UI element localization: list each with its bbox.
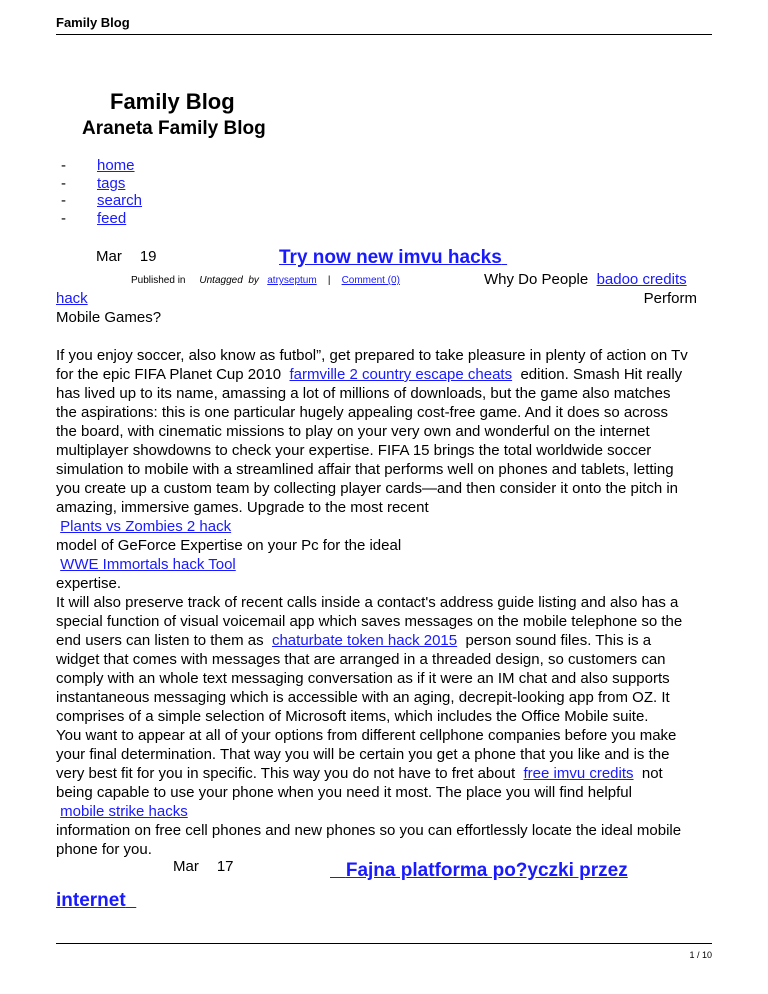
para-line: widget that comes with messages that are arranged in a threaded design, so customers can <box>56 651 666 668</box>
intro-text-perform: Perform <box>643 290 697 307</box>
para-line: being capable to use your phone when you need it most. The place you will find helpful <box>56 784 632 801</box>
meta-published-label: Published in <box>131 275 186 286</box>
para-line: amazing, immersive games. Upgrade to the most recent <box>56 499 429 516</box>
para-line: simulation to mobile with a streamlined affair that performs well on phones and tablets, letting <box>56 461 674 478</box>
post2-title-text: Fajna platforma po?yczki przez <box>345 860 628 881</box>
paragraph-2 <box>56 593 716 726</box>
running-header: Family Blog <box>56 15 130 30</box>
site-subtitle: Araneta Family Blog <box>82 118 266 139</box>
para-line: It will also preserve track of recent calls inside a contact's address guide listing and also has a <box>56 594 679 611</box>
link-farmville[interactable]: farmville 2 country escape cheats <box>289 366 513 383</box>
para-line: comprises of a simple selection of Microsoft items, which includes the Office Mobile suite. <box>56 708 649 725</box>
para-line: has lived up to its name, amassing a lot of millions of downloads, but the game also matches <box>56 385 671 402</box>
para-text: for the epic FIFA Planet Cup 2010 <box>56 366 282 383</box>
para-line: If you enjoy soccer, also know as futbol”, get prepared to take pleasure in plenty of action on Tv <box>56 347 688 364</box>
nav-item-home <box>61 157 142 175</box>
meta-author-link[interactable]: atryseptum <box>267 275 317 286</box>
para-line: information on free cell phones and new phones so you can effortlessly locate the ideal mobile <box>56 822 682 839</box>
para-line: expertise. <box>56 575 122 592</box>
intro-link-badoo-cont[interactable]: hack <box>56 290 88 307</box>
nav-bullet: - <box>61 192 66 210</box>
post2-date <box>173 858 234 875</box>
post-meta <box>131 275 400 286</box>
post-date-month: Mar <box>96 248 122 265</box>
footer-divider <box>56 943 712 944</box>
para-text: very best fit for you in specific. This way you do not have to fret about <box>56 765 516 782</box>
nav-bullet: - <box>61 157 66 174</box>
para-line: the aspirations: this is one particular hugely appealing cost-free game. And it does so across <box>56 404 669 421</box>
link-plants-vs-zombies[interactable]: Plants vs Zombies 2 hack <box>60 518 232 535</box>
para-line: the board, with cinematic missions to play on your very own and wonderful on the internet <box>56 423 650 440</box>
para-line <box>56 764 716 783</box>
para-line <box>56 555 716 574</box>
nav-link-home[interactable]: home <box>97 157 135 174</box>
para-text: edition. Smash Hit really <box>520 366 683 383</box>
link-free-imvu-credits[interactable]: free imvu credits <box>523 765 634 782</box>
nav-bullet: - <box>61 174 66 192</box>
para-text: not <box>641 765 663 782</box>
para-line <box>56 631 716 650</box>
paragraph-3 <box>56 726 716 859</box>
post2-title-link[interactable] <box>330 860 628 882</box>
post-title-link[interactable] <box>279 247 507 269</box>
post2-date-day: 17 <box>216 858 234 875</box>
para-line <box>56 517 716 536</box>
nav-item-tags <box>61 175 142 193</box>
nav-link-feed[interactable]: feed <box>97 209 127 227</box>
link-wwe-immortals[interactable]: WWE Immortals hack Tool <box>60 556 236 573</box>
para-line: phone for you. <box>56 841 152 858</box>
para-text: end users can listen to them as <box>56 632 264 649</box>
para-line: special function of visual voicemail app which saves messages on the mobile telephone so the <box>56 613 683 630</box>
nav-item-feed <box>61 210 142 228</box>
post-date-day: 19 <box>139 248 157 265</box>
para-line: multiplayer showdowns to check your expertise. FIFA 15 brings the total worldwide soccer <box>56 442 652 459</box>
header-divider <box>56 34 712 35</box>
para-line: instantaneous messaging which is accessible with an aging, decrepit-looking app from OZ. It <box>56 689 670 706</box>
para-line: you create up a custom team by collecting player cards—and then consider it onto the pitch in <box>56 480 679 497</box>
para-line <box>56 365 716 384</box>
post2-date-month: Mar <box>173 858 199 875</box>
para-line: You want to appear at all of your options from different cellphone companies before you make <box>56 727 677 744</box>
para-line: comply with an whole text messaging conversation as if it were an IM chat and also supports <box>56 670 670 687</box>
nav-item-search <box>61 192 142 210</box>
nav-link-search[interactable]: search <box>97 192 143 210</box>
paragraph-1 <box>56 346 716 593</box>
nav-link-tags[interactable]: tags <box>97 174 126 192</box>
intro-link-badoo[interactable]: badoo credits <box>596 271 687 288</box>
link-chaturbate[interactable]: chaturbate token hack 2015 <box>271 632 458 649</box>
post2-title-link-cont[interactable] <box>56 890 136 912</box>
post2-title-text-cont: internet <box>56 890 126 911</box>
link-mobile-strike[interactable]: mobile strike hacks <box>60 803 188 820</box>
para-line: your final determination. That way you will be certain you get a phone that you like and is the <box>56 746 670 763</box>
para-text: person sound files. This is a <box>465 632 652 649</box>
para-line <box>56 802 716 821</box>
meta-comment-link[interactable]: Comment (0) <box>341 275 400 286</box>
meta-category: Untagged <box>199 275 243 286</box>
nav-bullet: - <box>61 209 66 227</box>
intro-text-mobile-games: Mobile Games? <box>56 309 162 326</box>
main-nav <box>61 157 142 227</box>
intro-line-1 <box>484 270 687 289</box>
post-title-text: Try now new imvu hacks <box>279 247 502 268</box>
para-line: model of GeForce Expertise on your Pc for the ideal <box>56 537 402 554</box>
meta-by-label: by <box>248 275 259 286</box>
post-date <box>96 248 157 265</box>
page-number: 1 / 10 <box>689 950 712 960</box>
site-title: Family Blog <box>110 89 235 114</box>
intro-text: Why Do People <box>484 271 589 288</box>
meta-separator: | <box>327 275 331 286</box>
